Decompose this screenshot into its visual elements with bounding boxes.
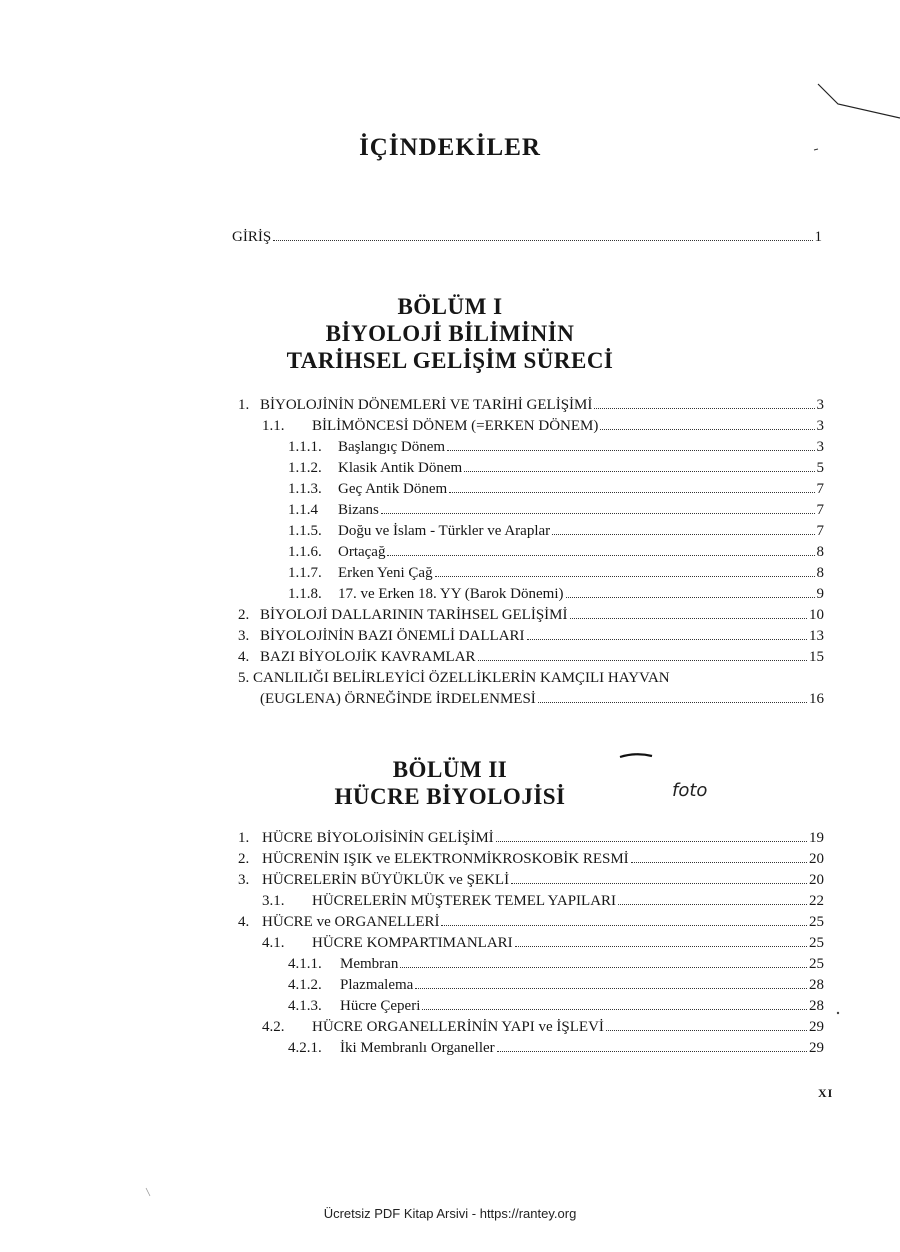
toc-page: 20 [809,872,824,888]
toc-label: Erken Yeni Çağ [338,565,433,581]
part-heading-line: HÜCRE BİYOLOJİSİ [334,784,566,809]
toc-label: Klasik Antik Dönem [338,460,463,476]
toc-entry[interactable] [260,691,824,708]
toc-entry[interactable] [288,460,824,477]
toc-label: HÜCRENİN IŞIK ve ELEKTRONMİKROSKOBİK RESMİ [262,851,629,867]
toc-page: 22 [809,893,824,909]
leader-dots [594,408,814,409]
leader-dots [447,450,814,451]
toc-number: 1.1.3. [288,481,322,497]
toc-number: 4.1.1. [288,956,322,972]
toc-page: 9 [816,586,824,602]
toc-page: 7 [816,502,824,518]
toc-number: 4.1. [262,935,285,951]
toc-number: 1.1.5. [288,523,322,539]
toc-entry[interactable] [238,830,824,847]
leader-dots [422,1009,807,1010]
toc-label: CANLILIĞI BELİRLEYİCİ ÖZELLİKLERİN KAMÇILI HAYVAN [253,670,670,686]
toc-label: 17. ve Erken 18. YY (Barok Dönemi) [338,586,564,602]
leader-dots [511,883,807,884]
toc-label: HÜCRELERİN BÜYÜKLÜK ve ŞEKLİ [262,872,510,888]
toc-entry[interactable] [262,893,824,910]
toc-label: HÜCRELERİN MÜŞTEREK TEMEL YAPILARI [312,893,617,909]
part-heading [0,293,900,374]
toc-entry[interactable] [288,956,824,973]
toc-page: 29 [809,1019,824,1035]
toc-entry[interactable] [288,544,824,561]
toc-entry[interactable] [288,481,824,498]
toc-page: 25 [809,935,824,951]
handwritten-note: foto [672,780,708,801]
toc-label: Membran [340,956,399,972]
leader-dots [478,660,807,661]
toc-entry[interactable] [288,502,824,519]
toc-entry[interactable] [238,628,824,645]
toc-page: 3 [816,397,824,413]
toc-entry[interactable] [288,523,824,540]
toc-number: 4.1.3. [288,998,322,1014]
toc-page: 7 [816,523,824,539]
part-heading-line: BÖLÜM II [392,757,508,782]
footer-text: Ücretsiz PDF Kitap Arsivi - https://rantey.org [323,1206,577,1221]
leader-dots [415,988,807,989]
toc-page: 25 [809,956,824,972]
toc-page: 3 [816,439,824,455]
toc-entry[interactable] [238,851,824,868]
page-title: İÇİNDEKİLER [359,134,541,161]
toc-page: 25 [809,914,824,930]
toc-entry[interactable] [238,607,824,624]
leader-dots [435,576,815,577]
toc-entry[interactable] [262,418,824,435]
ink-dot [837,1012,839,1014]
leader-dots [381,513,815,514]
toc-number: 1.1.7. [288,565,322,581]
page-number: XI [818,1086,834,1100]
toc-entry[interactable] [238,872,824,889]
toc-label: GİRİŞ [232,229,272,245]
toc-entry[interactable] [288,998,824,1015]
toc-label: HÜCRE KOMPARTIMANLARI [312,935,513,951]
toc-number: 1.1.8. [288,586,322,602]
toc-page: 1 [814,229,822,245]
toc-page: 7 [816,481,824,497]
toc-label: Ortaçağ [338,544,386,560]
toc-number: 2. [238,851,250,867]
leader-dots [566,597,815,598]
part-heading [0,756,900,810]
toc-label: HÜCRE ORGANELLERİNİN YAPI ve İŞLEVİ [312,1019,604,1035]
leader-dots [441,925,807,926]
toc-label: İki Membranlı Organeller [340,1040,495,1056]
toc-page: 13 [809,628,824,644]
toc-number: 4.2.1. [288,1040,322,1056]
toc-page: 5 [816,460,824,476]
toc-label: BİYOLOJİ DALLARININ TARİHSEL GELİŞİMİ [260,607,568,623]
toc-label: Geç Antik Dönem [338,481,448,497]
toc-entry-line1[interactable] [238,670,670,687]
toc-label: BİYOLOJİNİN DÖNEMLERİ VE TARİHİ GELİŞİMİ [260,397,593,413]
leader-dots [515,946,807,947]
toc-label: BİYOLOJİNİN BAZI ÖNEMLİ DALLARI [260,628,525,644]
leader-dots [497,1051,807,1052]
toc-number: 5. [238,670,250,686]
leader-dots [273,240,812,241]
toc-number: 4. [238,914,250,930]
toc-page: 16 [809,691,824,707]
toc-entry[interactable] [288,586,824,603]
toc-entry[interactable] [288,565,824,582]
leader-dots [387,555,814,556]
toc-number: 3.1. [262,893,285,909]
toc-page: 8 [816,544,824,560]
toc-page: 3 [816,418,824,434]
scan-speck [146,1188,150,1196]
toc-label: BİLİMÖNCESİ DÖNEM (=ERKEN DÖNEM) [312,418,599,434]
toc-label: HÜCRE BİYOLOJİSİNİN GELİŞİMİ [262,830,494,846]
toc-number: 4.2. [262,1019,285,1035]
leader-dots [527,639,807,640]
toc-label: Başlangıç Dönem [338,439,446,455]
toc-page: 28 [809,998,824,1014]
toc-page: 20 [809,851,824,867]
toc-number: 1.1.1. [288,439,322,455]
toc-number: 2. [238,607,250,623]
toc-label: Hücre Çeperi [340,998,421,1014]
part-heading-line: BİYOLOJİ BİLİMİNİN [325,321,575,346]
corner-pen-stroke [818,84,900,118]
toc-entry[interactable] [238,397,824,414]
toc-entry[interactable] [238,914,824,931]
leader-dots [606,1030,807,1031]
toc-label: Plazmalema [340,977,414,993]
toc-label: Bizans [338,502,379,518]
toc-entry[interactable] [238,649,824,666]
toc-page: 28 [809,977,824,993]
toc-entry-intro[interactable] [232,229,822,246]
toc-number: 1.1.6. [288,544,322,560]
leader-dots [618,904,807,905]
leader-dots [631,862,807,863]
toc-number: 4. [238,649,250,665]
leader-dots [449,492,814,493]
toc-page: 15 [809,649,824,665]
toc-label: (EUGLENA) ÖRNEĞİNDE İRDELENMESİ [260,691,536,707]
toc-page: 29 [809,1040,824,1056]
toc-number: 1.1.4 [288,502,318,518]
toc-entry[interactable] [288,977,824,994]
toc-label: Doğu ve İslam - Türkler ve Araplar [338,523,551,539]
toc-number: 1. [238,397,250,413]
toc-number: 4.1.2. [288,977,322,993]
leader-dots [464,471,814,472]
toc-entry[interactable] [288,1040,824,1057]
toc-entry[interactable] [262,1019,824,1036]
leader-dots [570,618,807,619]
leader-dots [496,841,807,842]
toc-number: 3. [238,628,250,644]
toc-number: 1.1. [262,418,285,434]
toc-label: HÜCRE ve ORGANELLERİ [262,914,440,930]
leader-dots [600,429,814,430]
part-heading-line: TARİHSEL GELİŞİM SÜRECİ [286,348,614,373]
toc-label: BAZI BİYOLOJİK KAVRAMLAR [260,649,476,665]
part-heading-line: BÖLÜM I [397,294,503,319]
toc-number: 1. [238,830,250,846]
toc-page: 19 [809,830,824,846]
toc-page: 10 [809,607,824,623]
toc-number: 3. [238,872,250,888]
leader-dots [538,702,807,703]
toc-number: 1.1.2. [288,460,322,476]
toc-page: 8 [816,565,824,581]
leader-dots [552,534,814,535]
toc-entry[interactable] [288,439,824,456]
leader-dots [400,967,807,968]
toc-entry[interactable] [262,935,824,952]
